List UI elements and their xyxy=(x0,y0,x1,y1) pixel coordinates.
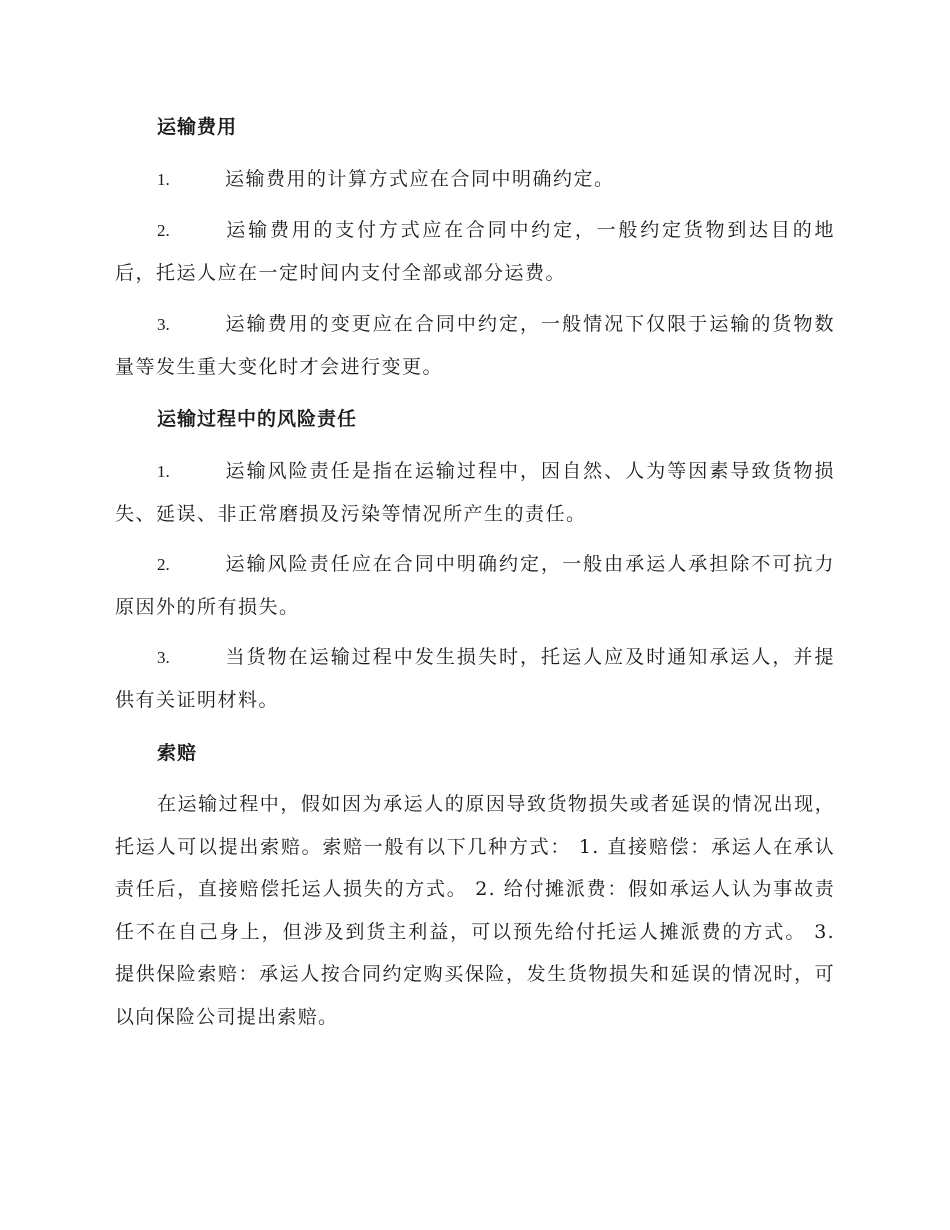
section-heading-fees: 运输费用 xyxy=(157,116,238,138)
section-heading-claims: 索赔 xyxy=(157,742,198,764)
risk-item-3 xyxy=(115,636,835,721)
item-text: 当货物在运输过程中发生损失时，托运人应及时通知承运人，并提供有关证明材料。 xyxy=(115,646,835,711)
item-number: 1. xyxy=(157,462,170,481)
fees-item-2 xyxy=(115,209,835,294)
item-text: 运输费用的计算方式应在合同中明确约定。 xyxy=(225,168,615,190)
fees-item-3 xyxy=(115,303,835,388)
item-number: 3. xyxy=(157,648,170,667)
item-number: 2. xyxy=(157,555,170,574)
risk-item-1 xyxy=(115,450,835,535)
item-text: 运输风险责任应在合同中明确约定，一般由承运人承担除不可抗力原因外的所有损失。 xyxy=(115,553,835,618)
fees-item-1 xyxy=(115,158,835,201)
section-heading-risk: 运输过程中的风险责任 xyxy=(157,408,358,430)
item-number: 2. xyxy=(157,221,170,240)
item-number: 1. xyxy=(157,170,170,189)
item-text: 运输风险责任是指在运输过程中，因自然、人为等因素导致货物损失、延误、非正常磨损及污染等情况所产生的责任。 xyxy=(115,460,835,525)
item-text: 运输费用的支付方式应在合同中约定，一般约定货物到达目的地后，托运人应在一定时间内支付全部或部分运费。 xyxy=(115,219,835,284)
item-text: 运输费用的变更应在合同中约定，一般情况下仅限于运输的货物数量等发生重大变化时才会进行变更。 xyxy=(115,313,835,378)
risk-item-2 xyxy=(115,543,835,628)
claims-paragraph: 在运输过程中，假如因为承运人的原因导致货物损失或者延误的情况出现，托运人可以提出索赔。索赔一般有以下几种方式： 1. 直接赔偿：承运人在承认责任后，直接赔偿托运人损失的方式。 2. 给付摊派费：假如承运人认为事故责任不在自己身上，但涉及到货主利益，可以预先给付托运人摊派费的方式。 3. 提供保险索赔：承运人按合同约定购买保险，发生货物损失和延误的情况时，可以向保险公司提出索赔。 xyxy=(115,793,835,1028)
item-number: 3. xyxy=(157,315,170,334)
